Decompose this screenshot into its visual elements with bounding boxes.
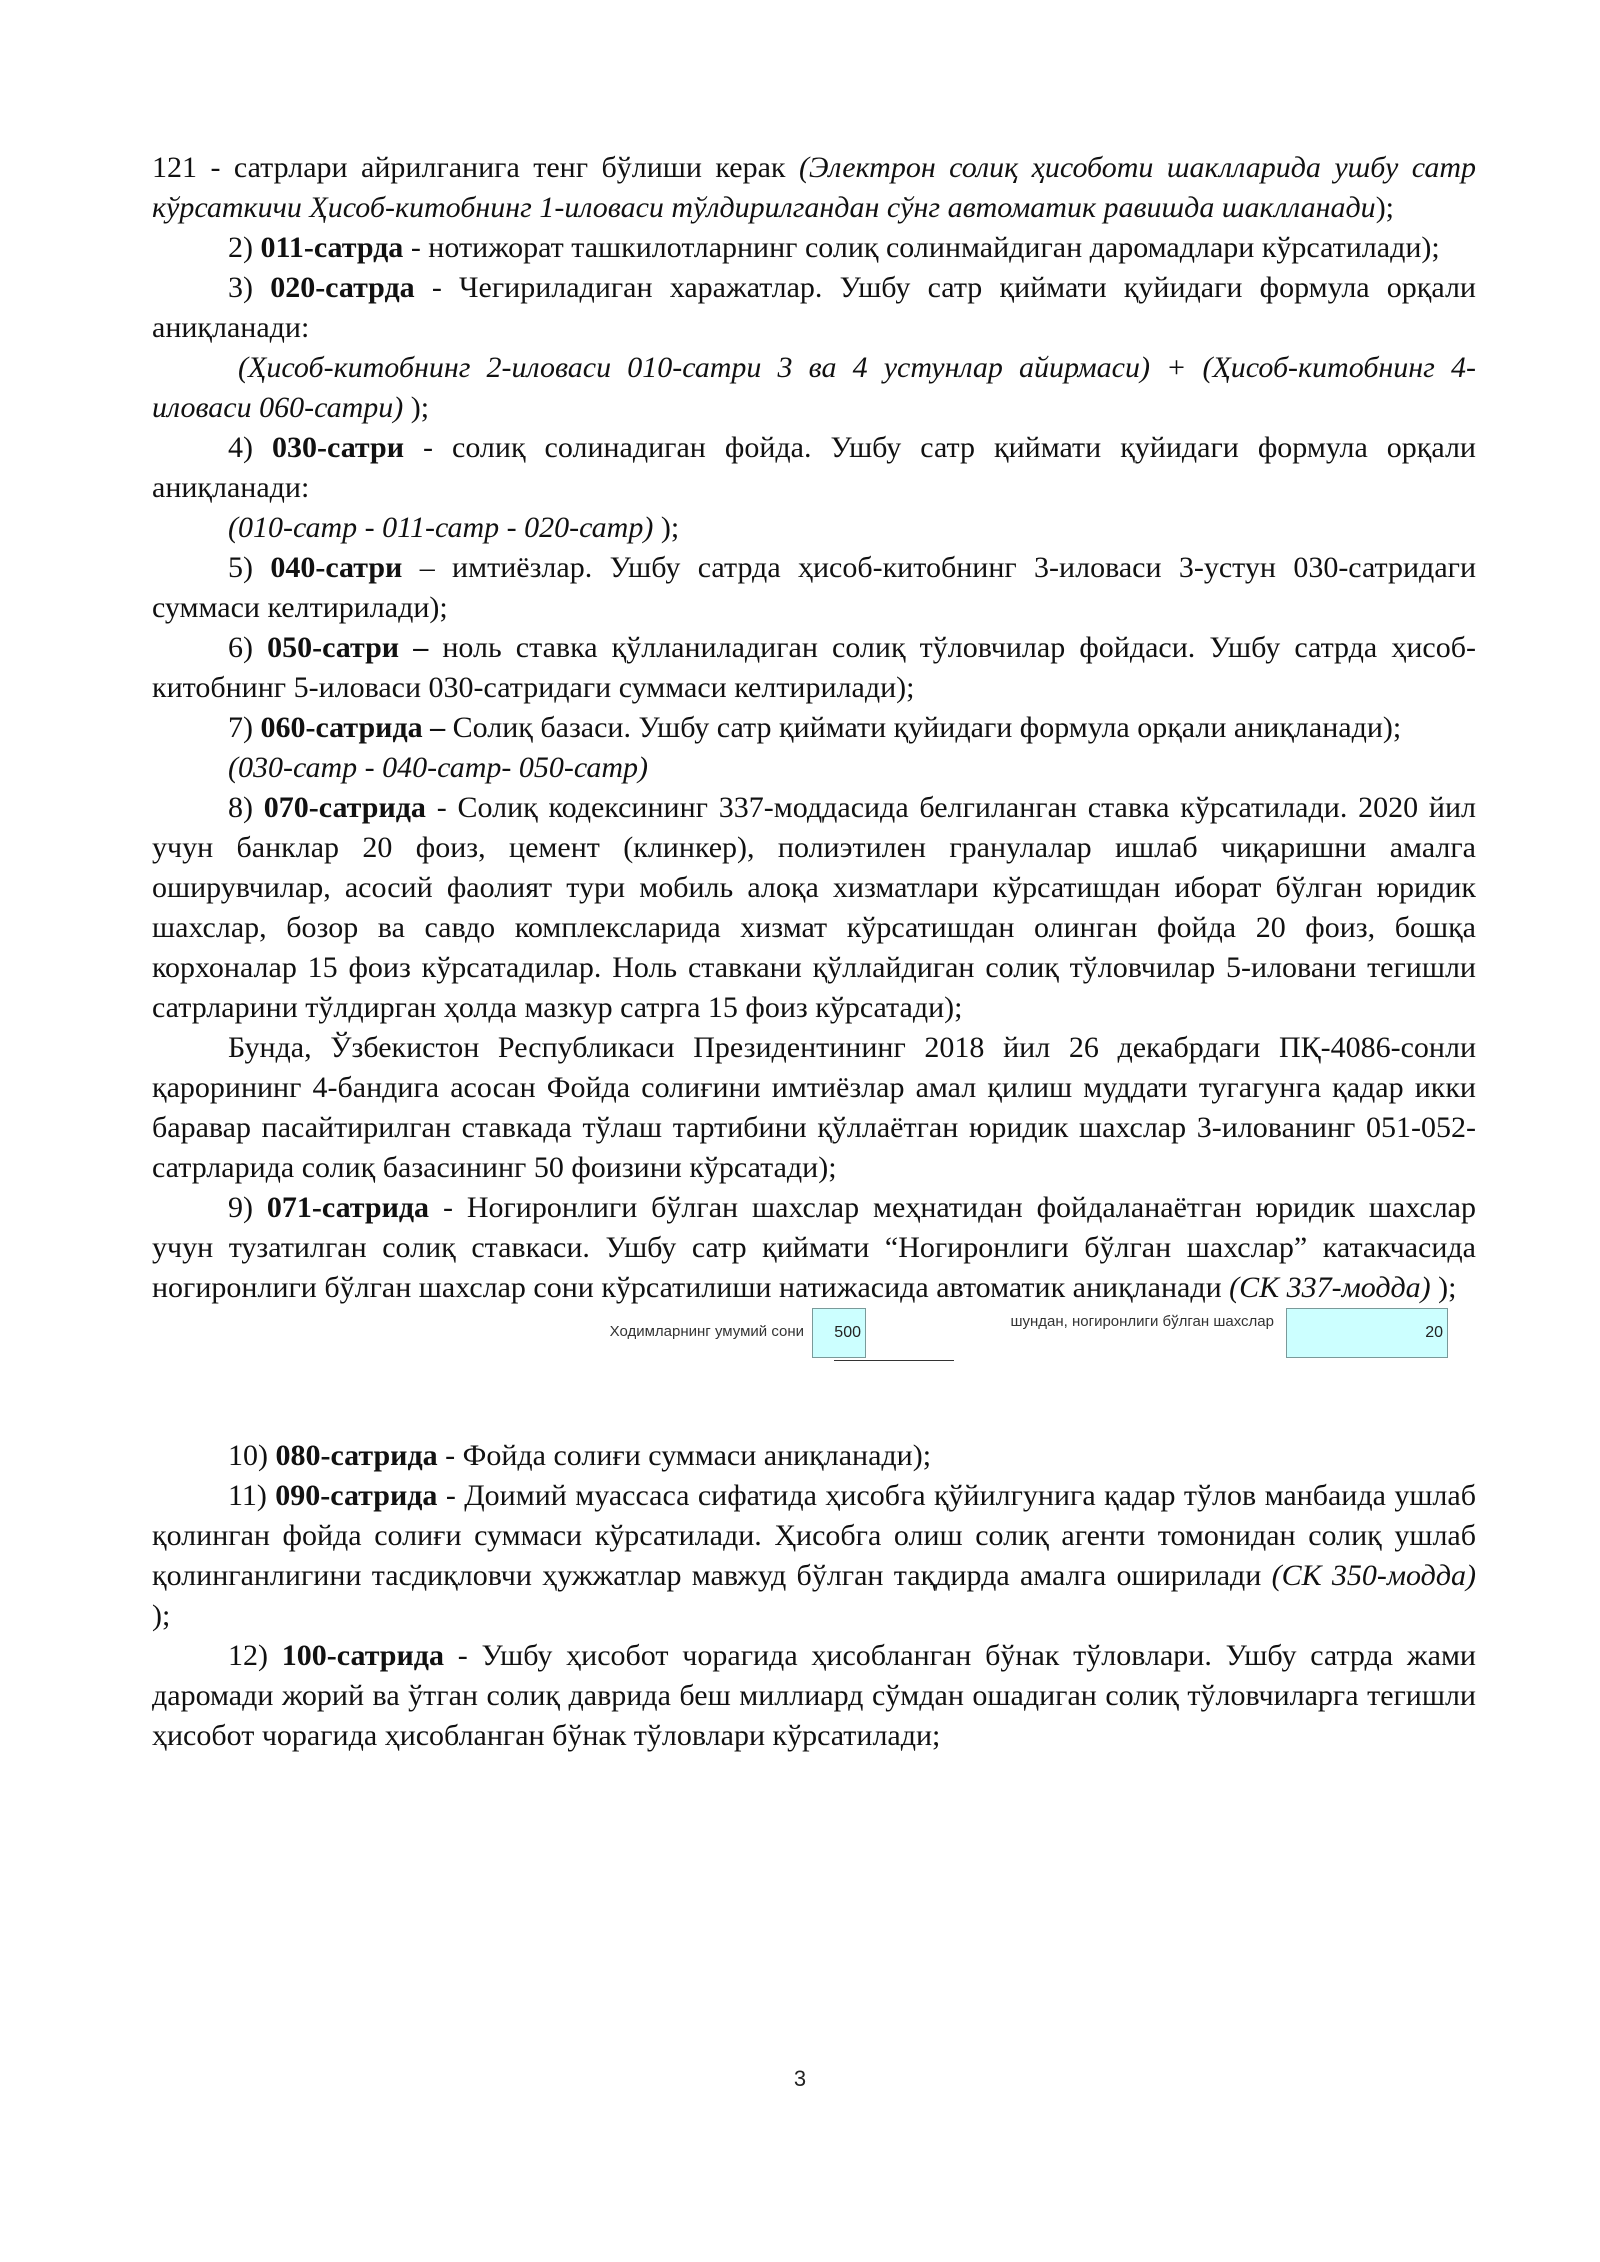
paragraph-line-090: 11) 090-сатрида - Доимий муассаса сифатида ҳисобга қўйилгунига қадар тўлов манбаида ушлаб қолинган фойда солиғи суммаси кўрсатилади. Ҳисобга олиш солиқ агенти томонидан солиқ ушлаб қолинганлигини тасдиқловчи ҳужжатлар мавжуд бўлган тақдирда амалга оширилади (СК 350-модда) );: [152, 1479, 1476, 1632]
paragraph-line-030: 4) 030-сатри - солиқ солинадиган фойда. Ушбу сатр қиймати қуйидаги формула орқали аниқланади:: [152, 431, 1476, 504]
total-employees-label: Ходимларнинг умумий сони: [609, 1323, 804, 1340]
paragraph-line-050: 6) 050-сатри – ноль ставка қўлланиладиган солиқ тўловчилар фойдаси. Ушбу сатрда ҳисоб-китобнинг 5-иловаси 030-сатридаги суммаси келтирилади);: [152, 631, 1476, 704]
paragraph-1-continuation: 121 - сатрлари айрилганига тенг бўлиши керак (Электрон солиқ ҳисоботи шаклларида ушбу сатр кўрсаткичи Ҳисоб-китобнинг 1-иловаси тўлдирилгандан сўнг автоматик равишда шаклланади);: [152, 151, 1476, 224]
paragraph-line-020: 3) 020-сатрда - Чегириладиган харажатлар. Ушбу сатр қиймати қуйидаги формула орқали аниқланади:: [152, 271, 1476, 344]
paragraph-line-071: 9) 071-сатрида - Ногиронлиги бўлган шахслар меҳнатидан фойдаланаётган юридик шахслар учун тузатилган солиқ ставкаси. Ушбу сатр қиймати “Ногиронлиги бўлган шахслар” катакчасида ногиронлиги бўлган шахслар сони кўрсатилиши натижасида автоматик аниқланади (СК 337-модда) );: [152, 1191, 1476, 1304]
page-number: 3: [793, 2066, 807, 2091]
formula-line-060: (030-сатр - 040-сатр- 050-сатр): [228, 751, 649, 784]
paragraph-line-100: 12) 100-сатрида - Ушбу ҳисобот чорагида ҳисобланган бўнак тўловлари. Ушбу сатрда жами даромади жорий ва ўтган солиқ даврида беш миллиард сўмдан ошадиган солиқ тўловчиларга тегишли ҳисобот чорагида ҳисобланган бўнак тўловлари кўрсатилади;: [152, 1639, 1476, 1752]
formula-line-030: (010-сатр - 011-сатр - 020-сатр) );: [228, 511, 680, 544]
disabled-employees-field: 20: [1286, 1308, 1448, 1358]
form-underline: [834, 1360, 954, 1361]
paragraph-line-011: 2) 011-сатрда - нотижорат ташкилотларнинг солиқ солинмайдиган даромадлари кўрсатилади);: [228, 231, 1440, 264]
total-employees-field: 500: [812, 1308, 866, 1358]
disabled-employees-label: шундан, ногиронлиги бўлган шахслар: [1010, 1313, 1274, 1330]
document-body: [152, 148, 1476, 1756]
paragraph-line-040: 5) 040-сатри – имтиёзлар. Ушбу сатрда ҳисоб-китобнинг 3-иловаси 3-устун 030-сатридаги суммаси келтирилади);: [152, 551, 1476, 624]
paragraph-line-060: 7) 060-сатрида – Солиқ базаси. Ушбу сатр қиймати қуйидаги формула орқали аниқланади);: [228, 711, 1402, 744]
paragraph-line-080: 10) 080-сатрида - Фойда солиғи суммаси аниқланади);: [228, 1439, 932, 1472]
paragraph-presidential-decree: Бунда, Ўзбекистон Республикаси Президентининг 2018 йил 26 декабрдаги ПҚ-4086-сонли қарорининг 4-бандига асосан Фойда солиғини имтиёзлар амал қилиш муддати тугагунга қадар икки баравар пасайтирилган ставкада тўлаш тартибини қўллаётган юридик шахслар 3-илованинг 051-052-сатрларида солиқ базасининг 50 фоизини кўрсатади);: [152, 1031, 1476, 1184]
paragraph-line-070: 8) 070-сатрида - Солиқ кодексининг 337-моддасида белгиланган ставка кўрсатилади. 2020 йил учун банклар 20 фоиз, цемент (клинкер), полиэтилен гранулалар ишлаб чиқаришни амалга оширувчилар, асосий фаолият тури мобиль алоқа хизматлари кўрсатишдан иборат бўлган юридик шахслар, бозор ва савдо комплексларида хизмат кўрсатишдан олинган фойда 20 фоиз, бошқа корхоналар 15 фоиз кўрсатадилар. Ноль ставкани қўллайдиган солиқ тўловчилар 5-иловани тегишли сатрларини тўлдирган ҳолда мазкур сатрга 15 фоиз кўрсатади);: [152, 791, 1476, 1024]
employee-count-form-fragment: [152, 1308, 1476, 1436]
formula-line-020: (Ҳисоб-китобнинг 2-иловаси 010-сатри 3 ва 4 устунлар айирмаси) + (Ҳисоб-китобнинг 4-иловаси 060-сатри) );: [152, 351, 1476, 424]
